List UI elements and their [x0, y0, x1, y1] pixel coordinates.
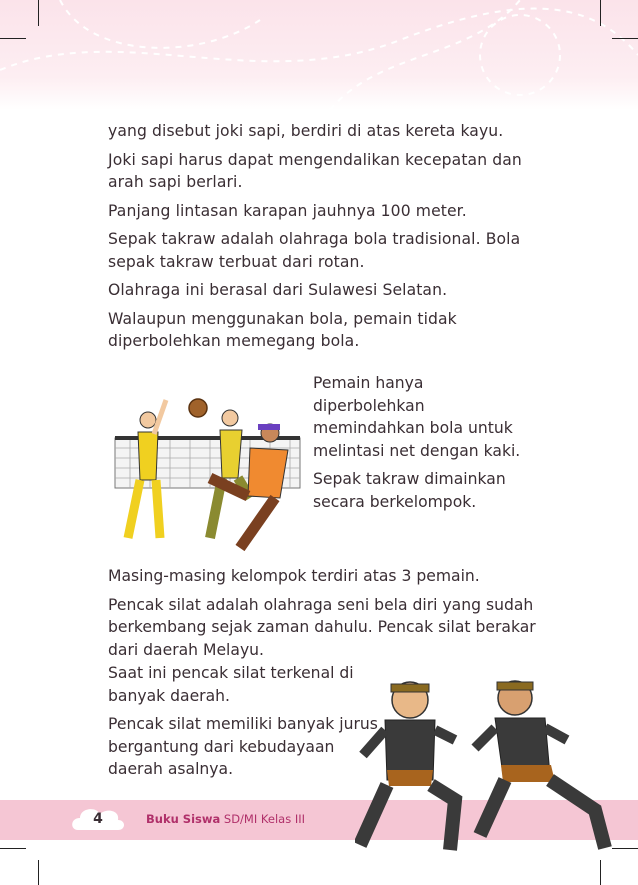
- crop-mark: [612, 38, 638, 39]
- body-text-top: [108, 120, 528, 359]
- paragraph: Masing-masing kelompok terdiri atas 3 pemain.: [108, 567, 480, 585]
- paragraph: Saat ini pencak silat terkenal di banyak daerah.: [108, 664, 354, 705]
- dashed-swirl-decoration: [0, 0, 638, 110]
- paragraph: yang disebut joki sapi, berdiri di atas kereta kayu.: [108, 122, 504, 140]
- crop-mark: [38, 860, 39, 885]
- book-title-bold: Buku Siswa: [146, 812, 221, 826]
- crop-mark: [0, 38, 26, 39]
- paragraph: Panjang lintasan karapan jauhnya 100 meter.: [108, 201, 467, 220]
- paragraph: Walaupun menggunakan bola, pemain tidak diperbolehkan memegang bola.: [108, 309, 457, 350]
- header-decoration: [0, 0, 638, 110]
- crop-mark: [600, 0, 601, 26]
- paragraph: Joki sapi harus dapat mengendalikan kecepatan dan arah sapi berlari.: [108, 150, 522, 191]
- body-text-lower-narrow: [108, 662, 388, 787]
- sepak-takraw-illustration: [110, 388, 305, 558]
- body-text-right: [313, 372, 523, 519]
- paragraph: Sepak takraw dimainkan secara berkelompok.: [313, 470, 506, 511]
- paragraph: Pemain hanya diperbolehkan memindahkan bola untuk melintasi net dengan kaki.: [313, 374, 521, 460]
- paragraph: Pencak silat adalah olahraga seni bela diri yang sudah berkembang sejak zaman dahulu. Pencak silat berakar dari daerah Melayu.: [108, 595, 536, 659]
- paragraph: Olahraga ini berasal dari Sulawesi Selatan.: [108, 281, 448, 299]
- crop-mark: [38, 0, 39, 26]
- book-title: [146, 812, 305, 826]
- pencak-silat-illustration: [355, 660, 625, 870]
- paragraph: Pencak silat memiliki banyak jurus bergantung dari kebudayaan daerah asalnya.: [108, 715, 378, 778]
- paragraph: Sepak takraw adalah olahraga bola tradisional. Bola sepak takraw terbuat dari rotan.: [108, 230, 521, 271]
- crop-mark: [0, 848, 26, 849]
- body-text-lower: [108, 565, 538, 667]
- book-title-rest: SD/MI Kelas III: [220, 812, 306, 826]
- page-number: 4: [93, 811, 103, 827]
